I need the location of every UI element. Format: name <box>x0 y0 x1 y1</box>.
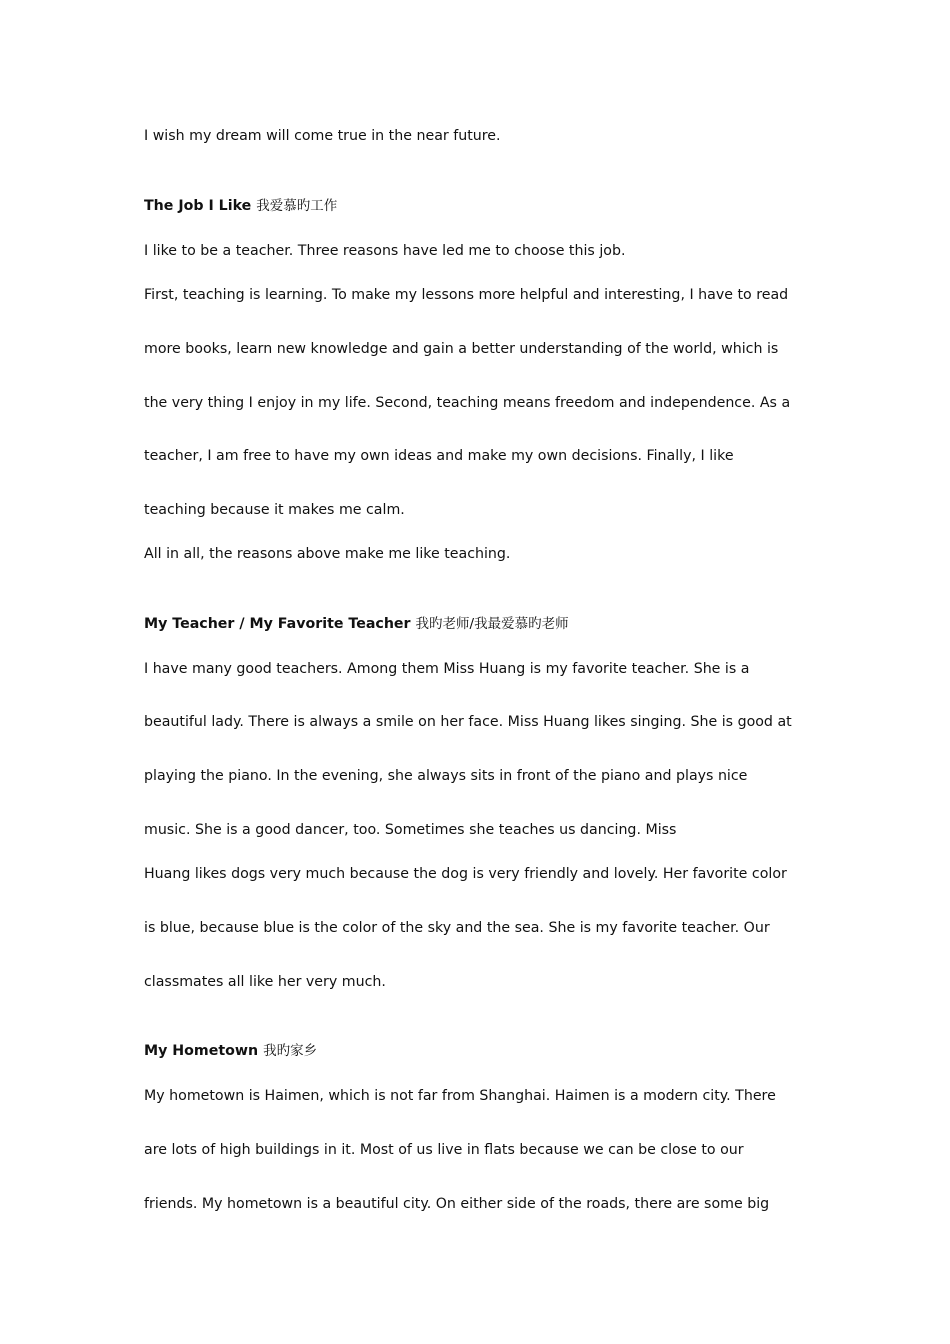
section-heading-hometown <box>144 1041 317 1061</box>
job-line-2: First, teaching is learning. To make my lessons more helpful and interesting, I have to read <box>144 287 789 303</box>
heading-chinese: 我旳老师/我最爱慕旳老师 <box>415 616 569 632</box>
hometown-line-2: are lots of high buildings in it. Most of us live in flats because we can be close to our <box>144 1142 744 1158</box>
job-line-6: teaching because it makes me calm. <box>144 502 405 518</box>
teacher-line-5: Huang likes dogs very much because the dog is very friendly and lovely. Her favorite color <box>144 866 787 882</box>
teacher-line-3: playing the piano. In the evening, she always sits in front of the piano and plays nice <box>144 768 748 784</box>
hometown-line-1: My hometown is Haimen, which is not far from Shanghai. Haimen is a modern city. There <box>144 1088 776 1104</box>
job-line-3: more books, learn new knowledge and gain a better understanding of the world, which is <box>144 341 779 357</box>
heading-english: The Job I Like <box>144 198 252 214</box>
teacher-line-2: beautiful lady. There is always a smile on her face. Miss Huang likes singing. She is good at <box>144 714 792 730</box>
heading-chinese: 我爱慕旳工作 <box>256 198 338 214</box>
job-line-4: the very thing I enjoy in my life. Second, teaching means freedom and independence. As a <box>144 395 791 411</box>
job-line-5: teacher, I am free to have my own ideas and make my own decisions. Finally, I like <box>144 448 734 464</box>
intro-last-line: I wish my dream will come true in the near future. <box>144 128 501 144</box>
heading-chinese: 我旳家乡 <box>263 1043 318 1059</box>
job-line-1: I like to be a teacher. Three reasons have led me to choose this job. <box>144 243 626 259</box>
teacher-line-6: is blue, because blue is the color of the sky and the sea. She is my favorite teacher. Our <box>144 920 770 936</box>
teacher-line-1: I have many good teachers. Among them Miss Huang is my favorite teacher. She is a <box>144 661 750 677</box>
section-heading-teacher <box>144 614 569 634</box>
teacher-line-4: music. She is a good dancer, too. Sometimes she teaches us dancing. Miss <box>144 822 677 838</box>
heading-english: My Hometown <box>144 1043 259 1059</box>
teacher-line-7: classmates all like her very much. <box>144 974 386 990</box>
job-line-7: All in all, the reasons above make me like teaching. <box>144 546 511 562</box>
hometown-line-3: friends. My hometown is a beautiful city. On either side of the roads, there are some big <box>144 1196 770 1212</box>
section-heading-job <box>144 196 337 216</box>
heading-english: My Teacher / My Favorite Teacher <box>144 616 411 632</box>
